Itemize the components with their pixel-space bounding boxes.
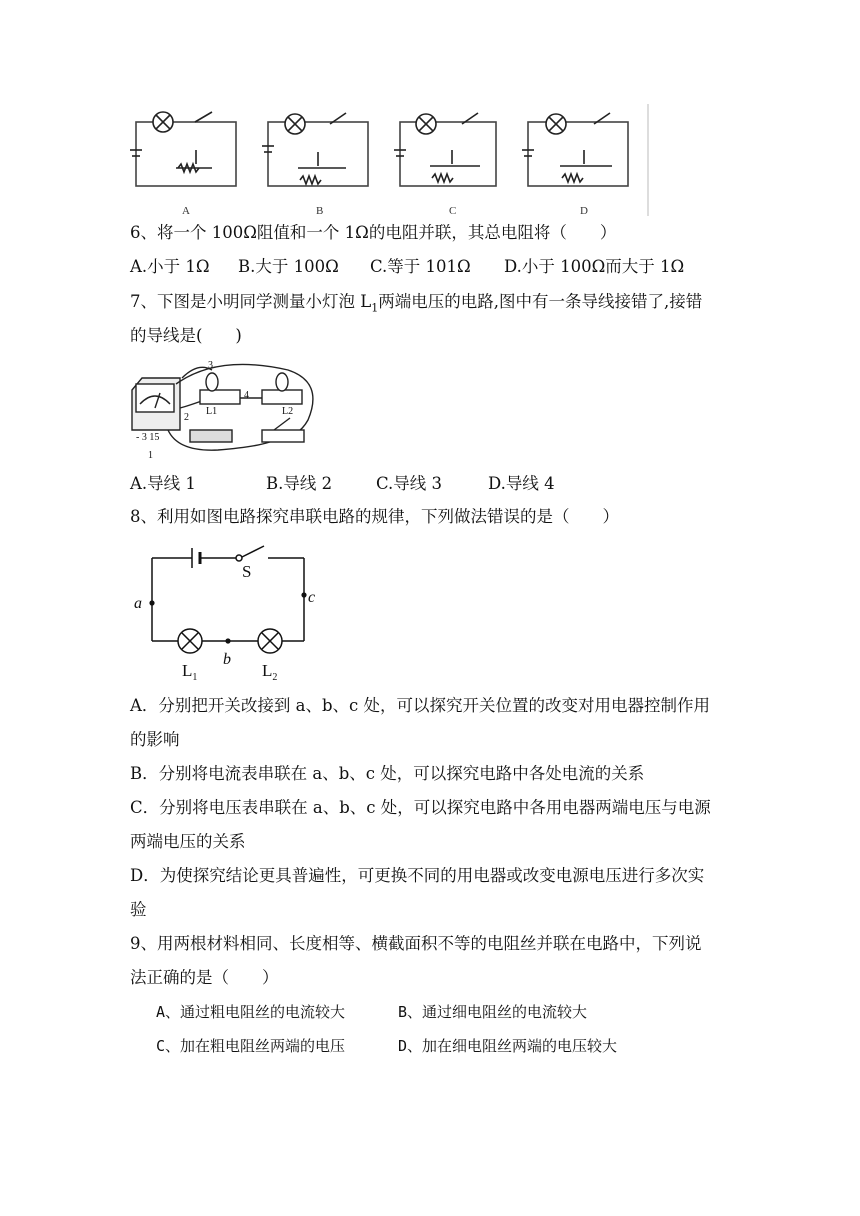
point-c-label: c	[308, 589, 316, 606]
point-a-label: a	[134, 595, 142, 612]
switch-label: S	[242, 562, 252, 581]
q7-stem-text-a: 7、下图是小明同学测量小灯泡 L	[130, 292, 372, 311]
point-c-dot	[301, 592, 306, 597]
circuit-a	[130, 112, 236, 186]
q7-option-b: B.导线 2	[266, 474, 333, 493]
wire-1-label: 1	[148, 450, 153, 460]
point-b-label: b	[223, 651, 231, 668]
q7-stem-text-b: 两端电压的电路,图中有一条导线接错了,接错	[378, 292, 703, 311]
q7-option-d: D.导线 4	[488, 474, 555, 493]
q8-option-d-line1: D．为使探究结论更具普遍性，可更换不同的用电器或改变电源电压进行多次实	[130, 866, 705, 885]
circuit-d	[522, 113, 628, 186]
q7-stem-line2: 的导线是( )	[130, 326, 242, 345]
q9-option-a: A、通过粗电阻丝的电流较大	[156, 1003, 346, 1021]
wire-3-label: 3	[208, 360, 213, 371]
switch-icon	[262, 430, 304, 442]
circuit-c-label: C	[449, 205, 457, 217]
q9-option-d: D、加在细电阻丝两端的电压较大	[398, 1037, 618, 1055]
q8-option-a-line2: 的影响	[130, 730, 180, 749]
l2-label: $L_2$	[262, 661, 278, 680]
q9-stem-line1: 9、用两根材料相同、长度相等、横截面积不等的电阻丝并联在电路中，下列说	[130, 934, 702, 953]
q6-stem: 6、将一个 100Ω阻值和一个 1Ω的电阻并联，其总电阻将（ ）	[130, 223, 617, 242]
wire-2-label: 2	[184, 412, 189, 423]
q6-option-a: A.小于 1Ω	[130, 257, 210, 276]
q9-option-c: C、加在粗电阻丝两端的电压	[156, 1037, 346, 1055]
q8-stem: 8、利用如图电路探究串联电路的规律，下列做法错误的是（ ）	[130, 507, 619, 526]
q6-option-c: C.等于 101Ω	[370, 257, 471, 276]
wire-4-label: 4	[244, 390, 249, 401]
q7-option-c: C.导线 3	[376, 474, 443, 493]
q6-option-d: D.小于 100Ω而大于 1Ω	[504, 257, 685, 276]
bulb-l1-icon	[206, 373, 218, 391]
q6-option-b: B.大于 100Ω	[238, 257, 339, 276]
switch-pivot	[236, 555, 242, 561]
q9-stem-line2: 法正确的是（ ）	[130, 968, 279, 987]
l2-label: L2	[282, 406, 294, 417]
circuit-a-label: A	[182, 205, 190, 217]
q8-option-c-line2: 两端电压的关系	[130, 832, 246, 851]
q8-option-c-line1: C．分别将电压表串联在 a、b、c 处，可以探究电路中各用电器两端电压与电源	[130, 798, 711, 817]
q7-stem-sub: 1	[371, 301, 379, 315]
bulb-l2-icon	[276, 373, 288, 391]
q7-option-a: A.导线 1	[130, 474, 196, 493]
switch-lever	[242, 546, 264, 557]
q7-wiring-figure	[128, 360, 328, 460]
q5-circuit-figure	[0, 0, 860, 220]
meter-terminals-label: - 3 15	[136, 432, 160, 443]
circuit-d-label: D	[580, 205, 588, 217]
q9-option-b: B、通过细电阻丝的电流较大	[398, 1003, 588, 1021]
voltmeter-icon	[132, 378, 180, 430]
q7-stem-line1	[130, 291, 702, 319]
battery-icon	[190, 430, 232, 442]
q8-option-a-line1: A．分别把开关改接到 a、b、c 处，可以探究开关位置的改变对用电器控制作用	[130, 696, 711, 715]
circuit-b	[262, 113, 368, 186]
q8-option-b: B．分别将电流表串联在 a、b、c 处，可以探究电路中各处电流的关系	[130, 764, 645, 783]
circuit-b-label: B	[316, 205, 324, 217]
circuit-c	[394, 113, 496, 186]
point-b-dot	[225, 638, 230, 643]
q8-option-d-line2: 验	[130, 900, 147, 919]
l1-label: $L_1$	[182, 661, 198, 680]
q8-series-circuit	[128, 540, 328, 680]
point-a-dot	[149, 600, 154, 605]
l1-label: L1	[206, 406, 218, 417]
